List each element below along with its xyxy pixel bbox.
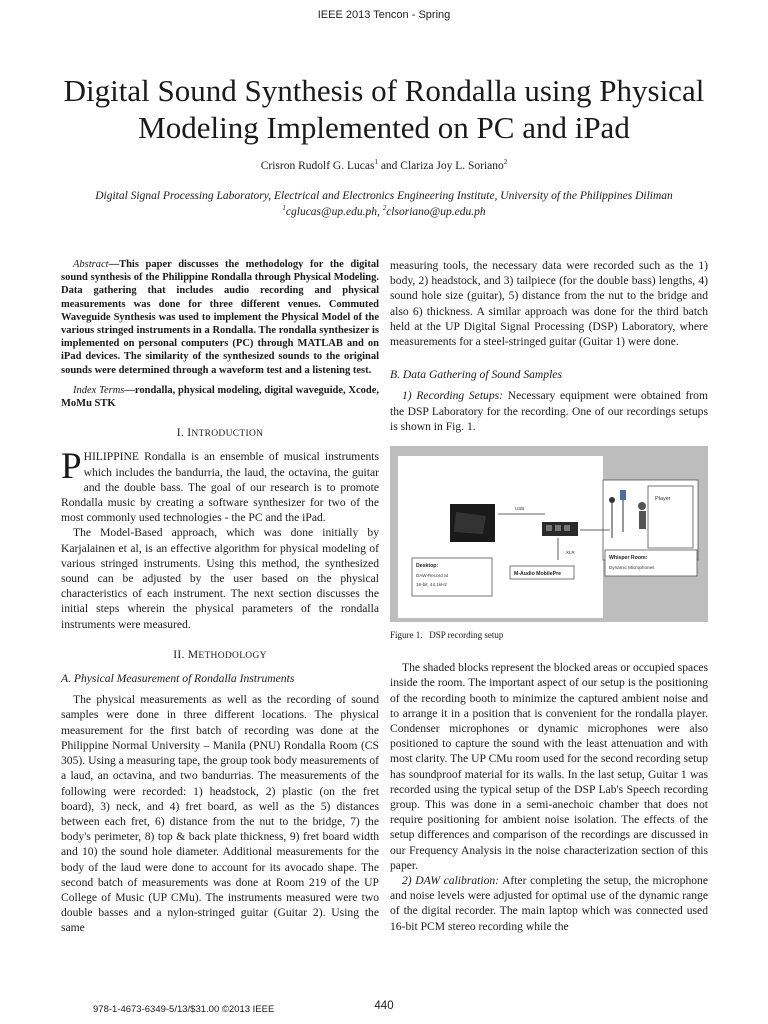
whisper-line-1: Dynamic Microphones <box>609 565 655 571</box>
author-2-marker: 2 <box>503 158 508 167</box>
interface-label: M-Audio MobilePre <box>514 571 561 578</box>
index-terms-text: —rondalla, physical modeling, digital waveguide, Xcode, MoMu STK <box>61 384 380 410</box>
right-column <box>390 258 708 934</box>
recording-setups-text: Necessary equipment were obtained from the DSP Laboratory for the recording. One of our recordings setups is shown in Fig. 1. <box>390 389 708 433</box>
interface-knob <box>564 525 570 531</box>
microphone-icon <box>609 497 615 503</box>
daw-calibration-paragraph <box>390 873 708 934</box>
methodology-paragraph-a: The physical measurements as well as the recording of sound samples were done in three different locations. The physical measurement for the first batch of recording was done at the Philippine Normal University – Manila (PNU) Rondalla Room (CS 305). Using a measuring tape, the group took body measurements of a laud, an octavina, and two bandurrias. The measurements of the following were recorded: 1) headstock, 2) plastic (on the fret board), 3) neck, and 4) fret board, as well as the 5) distances between each fret, 6) distance from the nut to the bridge, 7) the body's perimeter, 8) top & back plate thickness, 9) fret board width and 10) the sound hole diameter. Additional measurements for the body of the laud were done to account for its avocado shape. The second batch of measurements was done at Room 219 of the UP College of Music (UP CMu). The instruments measured were two double basses and a nylon-stringed guitar (Guitar 2). Using the same <box>61 693 379 935</box>
author-list <box>0 160 768 172</box>
interface-knob <box>546 525 552 531</box>
recording-setups-paragraph <box>390 388 708 434</box>
abstract-lead: Abstract <box>73 259 109 270</box>
email-1: cglucas@up.edu.ph, <box>285 206 383 218</box>
section-heading-methodology <box>61 648 379 664</box>
figure-1-diagram <box>390 446 708 622</box>
drop-cap: P <box>61 446 82 488</box>
intro-paragraph-2: The Model-Based approach, which was done initially by Karjalainen et al, is an effective algorithm for physical modeling of various stringed instruments. Using this method, the synthesized sound can be adjusted by the user based on the physical characteristics of each instrument. The next section discusses the initial steps wherein the physical parameters of the rondalla instruments were measured. <box>61 526 379 631</box>
email-2: clsoriano@up.edu.ph <box>386 206 486 218</box>
page-number: 440 <box>374 1000 394 1012</box>
abstract-text: —This paper discusses the methodology for the digital sound synthesis of the Philippine Rondalla through Physical Modeling. Data gathering that includes audio recording and physical measurements was done for three different venues. Commuted Waveguide Synthesis was used to implement the Physical Model of the various stringed instruments in a Rondalla. The rondalla synthesizer is implemented on personal computers (PC) through MATLAB and on iPad devices. The similarity of the synthesized sounds to the original sounds were determined through a waveform test and a listening test. <box>61 259 379 376</box>
section-title-initial: I <box>187 427 192 440</box>
room-interior-strip <box>583 456 603 618</box>
figure-caption-text: DSP recording setup <box>429 630 504 641</box>
methodology-paragraph-a-continued: measuring tools, the necessary data were recorded such as the 1) body, 2) headstock, and 3) tailpiece (for the double bass) lengths, 4) sound hole size (guitar), 5) distance from the nut to the bridge and also 6) thickness. A similar approach was done for the third batch held at the UP Digital Signal Processing (DSP) Laboratory, where measurements for a steel-stringed guitar (Guitar 1) were done. <box>390 259 708 349</box>
abstract <box>61 258 379 377</box>
desktop-line-2: 16-bit, 44.1kHz <box>416 582 447 588</box>
xlr-label: XLR <box>566 550 575 556</box>
title-line-1: Digital Sound Synthesis of Rondalla using Physical <box>63 73 705 108</box>
whisper-title: Whisper Room: <box>609 555 648 562</box>
intro-paragraph-1 <box>61 446 379 525</box>
intro-paragraph-1-text: HILIPPINE Rondalla is an ensemble of musical instruments which includes the bandurria, the laud, the octavina, the guitar and the double bass. The goal of our research is to promote Rondalla music by creating a software synthesizer for two of the most commonly used technologies - the PC and the iPad. <box>61 450 379 525</box>
copyright-notice: 978-1-4673-6349-5/13/$31.00 ©2013 IEEE <box>93 1004 275 1015</box>
affiliation-block <box>30 188 738 220</box>
subsection-heading-a: A. Physical Measurement of Rondalla Instruments <box>61 672 295 686</box>
desktop-title: Desktop: <box>416 563 439 570</box>
recording-setups-lead: 1) Recording Setups: <box>402 389 504 403</box>
daw-calibration-text: After completing the setup, the microphone and noise levels were adjusted for optimal use of the dynamic range of the digital recorder. The main laptop which was connected used 16-bit PCM stereo recording while the <box>390 874 708 933</box>
figure-caption-number: Figure 1. <box>390 630 423 641</box>
paper-title <box>40 72 728 146</box>
figure-1-caption <box>390 628 708 643</box>
author-conjunction: and <box>377 160 401 172</box>
index-terms-lead: Index Terms <box>73 384 125 396</box>
author-emails <box>30 204 738 220</box>
author-1: Crisron Rudolf G. Lucas <box>260 160 375 172</box>
section-title-rest: NTRODUCTION <box>191 429 264 440</box>
usb-label: USB <box>515 506 525 512</box>
player-icon <box>638 502 646 510</box>
desktop-line-1: DAW-Record at <box>416 573 448 579</box>
email-2-marker: 2 <box>382 204 387 213</box>
microphone-icon <box>620 490 626 500</box>
section-heading-introduction <box>61 426 379 442</box>
player-label: Player <box>655 496 671 503</box>
section-number: I. <box>176 427 188 440</box>
title-line-2: Modeling Implemented on PC and iPad <box>138 110 630 145</box>
interface-knob <box>555 525 561 531</box>
email-1-marker: 1 <box>282 204 286 213</box>
subsection-heading-b: B. Data Gathering of Sound Samples <box>390 368 562 382</box>
player-body <box>639 511 646 529</box>
recording-discussion-paragraph: The shaded blocks represent the blocked areas or occupied spaces inside the room. The important aspect of our setup is the positioning of the recording booth to minimize the captured ambient noise and to arrange it in a position that is convenient for the rondalla player. Condenser microphones or dynamic microphones were also positioned to capture the sound with the least attenuation and with most clarity. The UP CMu room used for the second recording setup has soundproof material for its walls. In the last setup, Guitar 1 was recorded using the typical setup of the DSP Lab's Speech recording group. This was done in a semi-anechoic chamber that does not require positioning for ambient noise isolation. The effects of the setup differences and comparison of the recordings are discussed in our Frequency Analysis in the noise characterization section of this paper. <box>390 661 708 872</box>
left-column <box>61 258 379 936</box>
daw-calibration-lead: 2) DAW calibration: <box>402 874 500 888</box>
affiliation: Digital Signal Processing Laboratory, Electrical and Electronics Engineering Institute, University of the Philippines Diliman <box>95 190 673 202</box>
author-2: Clariza Joy L. Soriano <box>400 160 504 172</box>
whisper-label-box <box>605 550 697 576</box>
recording-setup-diagram <box>390 446 708 622</box>
section-title-initial: M <box>187 648 199 661</box>
section-title-rest: ETHODOLOGY <box>198 650 267 661</box>
author-1-marker: 1 <box>374 158 378 167</box>
index-terms <box>61 384 379 410</box>
section-number: II. <box>173 648 188 661</box>
conference-header: IEEE 2013 Tencon - Spring <box>317 9 451 21</box>
